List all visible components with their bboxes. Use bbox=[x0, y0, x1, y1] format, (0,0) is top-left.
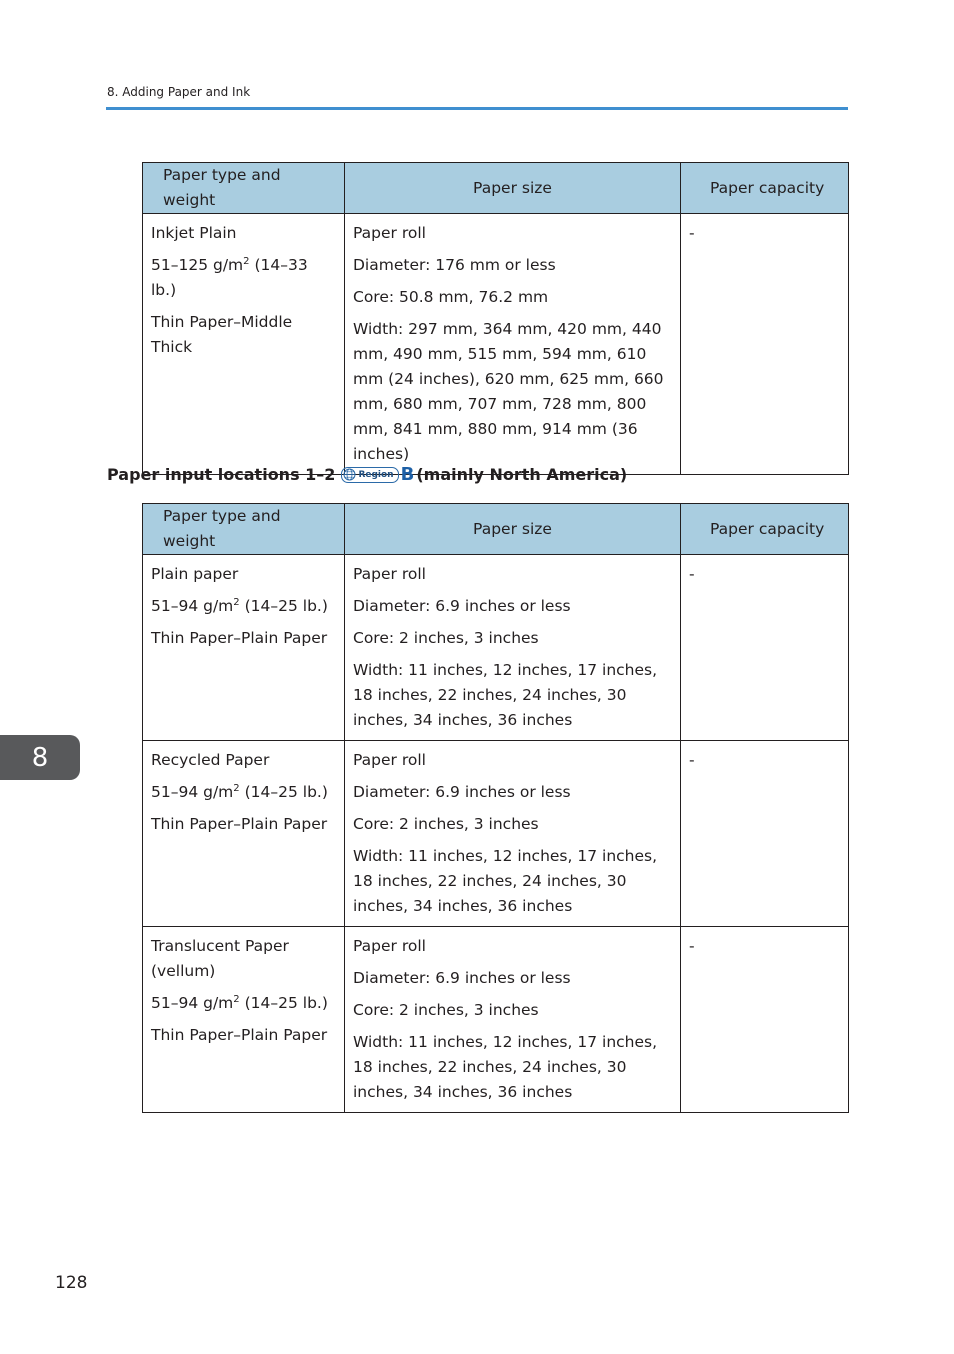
size-width: Width: 297 mm, 364 mm, 420 mm, 440 mm, 490 mm, 515 mm, 594 mm, 610 mm (24 inches), 620 mm, 625 mm, 660 mm, 680 mm, 707 mm, 728 mm, 800 mm, 841 mm, 880 mm, 914 mm (36 inches) bbox=[353, 320, 664, 463]
size-width: Width: 11 inches, 12 inches, 17 inches, 18 inches, 22 inches, 24 inches, 30 inches, 34 inches, 36 inches bbox=[353, 661, 658, 729]
size-kind: Paper roll bbox=[353, 937, 426, 955]
paper-weight: 51–94 $g/m^2$ (14–25 lb.) bbox=[151, 783, 328, 801]
column-header: Paper type and weight bbox=[143, 504, 345, 555]
running-header: 8. Adding Paper and Ink bbox=[107, 85, 251, 99]
size-core: Core: 2 inches, 3 inches bbox=[353, 1001, 539, 1019]
size-width: Width: 11 inches, 12 inches, 17 inches, 18 inches, 22 inches, 24 inches, 30 inches, 34 inches, 36 inches bbox=[353, 847, 658, 915]
region-badge bbox=[341, 464, 414, 485]
paper-type-cell bbox=[143, 555, 345, 741]
region-pill: Region bbox=[341, 467, 398, 483]
paper-capacity-cell: - bbox=[681, 927, 849, 1113]
paper-type-cell bbox=[143, 927, 345, 1113]
paper-setting: Thin Paper–Middle Thick bbox=[151, 313, 293, 356]
paper-capacity-cell: - bbox=[681, 555, 849, 741]
paper-type-cell bbox=[143, 214, 345, 475]
table-row bbox=[143, 741, 849, 927]
size-diameter: Diameter: 6.9 inches or less bbox=[353, 783, 571, 801]
globe-icon bbox=[343, 468, 356, 481]
table-row bbox=[143, 555, 849, 741]
paper-type: Inkjet Plain bbox=[151, 224, 237, 242]
paper-size-cell bbox=[345, 214, 681, 475]
paper-type: Recycled Paper bbox=[151, 751, 270, 769]
paper-type: Plain paper bbox=[151, 565, 239, 583]
size-core: Core: 2 inches, 3 inches bbox=[353, 815, 539, 833]
size-kind: Paper roll bbox=[353, 565, 426, 583]
header-rule bbox=[106, 107, 848, 110]
column-header: Paper capacity bbox=[681, 163, 849, 214]
chapter-tab: 8 bbox=[0, 735, 80, 780]
page-number: 128 bbox=[55, 1273, 88, 1293]
paper-setting: Thin Paper–Plain Paper bbox=[151, 629, 328, 647]
column-header: Paper size bbox=[345, 163, 681, 214]
paper-setting: Thin Paper–Plain Paper bbox=[151, 815, 328, 833]
table-row bbox=[143, 927, 849, 1113]
table-header-row bbox=[143, 163, 849, 214]
section-heading: Paper input locations 1–2 Region B (mainly North America) bbox=[107, 464, 628, 485]
size-kind: Paper roll bbox=[353, 751, 426, 769]
paper-size-cell bbox=[345, 555, 681, 741]
paper-size-cell bbox=[345, 741, 681, 927]
size-diameter: Diameter: 6.9 inches or less bbox=[353, 597, 571, 615]
size-kind: Paper roll bbox=[353, 224, 426, 242]
size-width: Width: 11 inches, 12 inches, 17 inches, 18 inches, 22 inches, 24 inches, 30 inches, 34 inches, 36 inches bbox=[353, 1033, 658, 1101]
paper-weight: 51–94 $g/m^2$ (14–25 lb.) bbox=[151, 597, 328, 615]
size-diameter: Diameter: 6.9 inches or less bbox=[353, 969, 571, 987]
paper-spec-table-1 bbox=[142, 162, 849, 475]
region-letter: B bbox=[400, 464, 415, 485]
paper-type: Translucent Paper (vellum) bbox=[151, 937, 289, 980]
paper-spec-table-2 bbox=[142, 503, 849, 1113]
paper-weight: 51–125 $g/m^2$ (14–33 lb.) bbox=[151, 256, 308, 299]
paper-size-cell bbox=[345, 927, 681, 1113]
column-header: Paper capacity bbox=[681, 504, 849, 555]
table-row bbox=[143, 214, 849, 475]
column-header: Paper size bbox=[345, 504, 681, 555]
size-diameter: Diameter: 176 mm or less bbox=[353, 256, 556, 274]
paper-type-cell bbox=[143, 741, 345, 927]
table-header-row bbox=[143, 504, 849, 555]
column-header: Paper type and weight bbox=[143, 163, 345, 214]
paper-capacity-cell: - bbox=[681, 741, 849, 927]
paper-weight: 51–94 $g/m^2$ (14–25 lb.) bbox=[151, 994, 328, 1012]
size-core: Core: 2 inches, 3 inches bbox=[353, 629, 539, 647]
paper-capacity-cell: - bbox=[681, 214, 849, 475]
paper-setting: Thin Paper–Plain Paper bbox=[151, 1026, 328, 1044]
size-core: Core: 50.8 mm, 76.2 mm bbox=[353, 288, 549, 306]
